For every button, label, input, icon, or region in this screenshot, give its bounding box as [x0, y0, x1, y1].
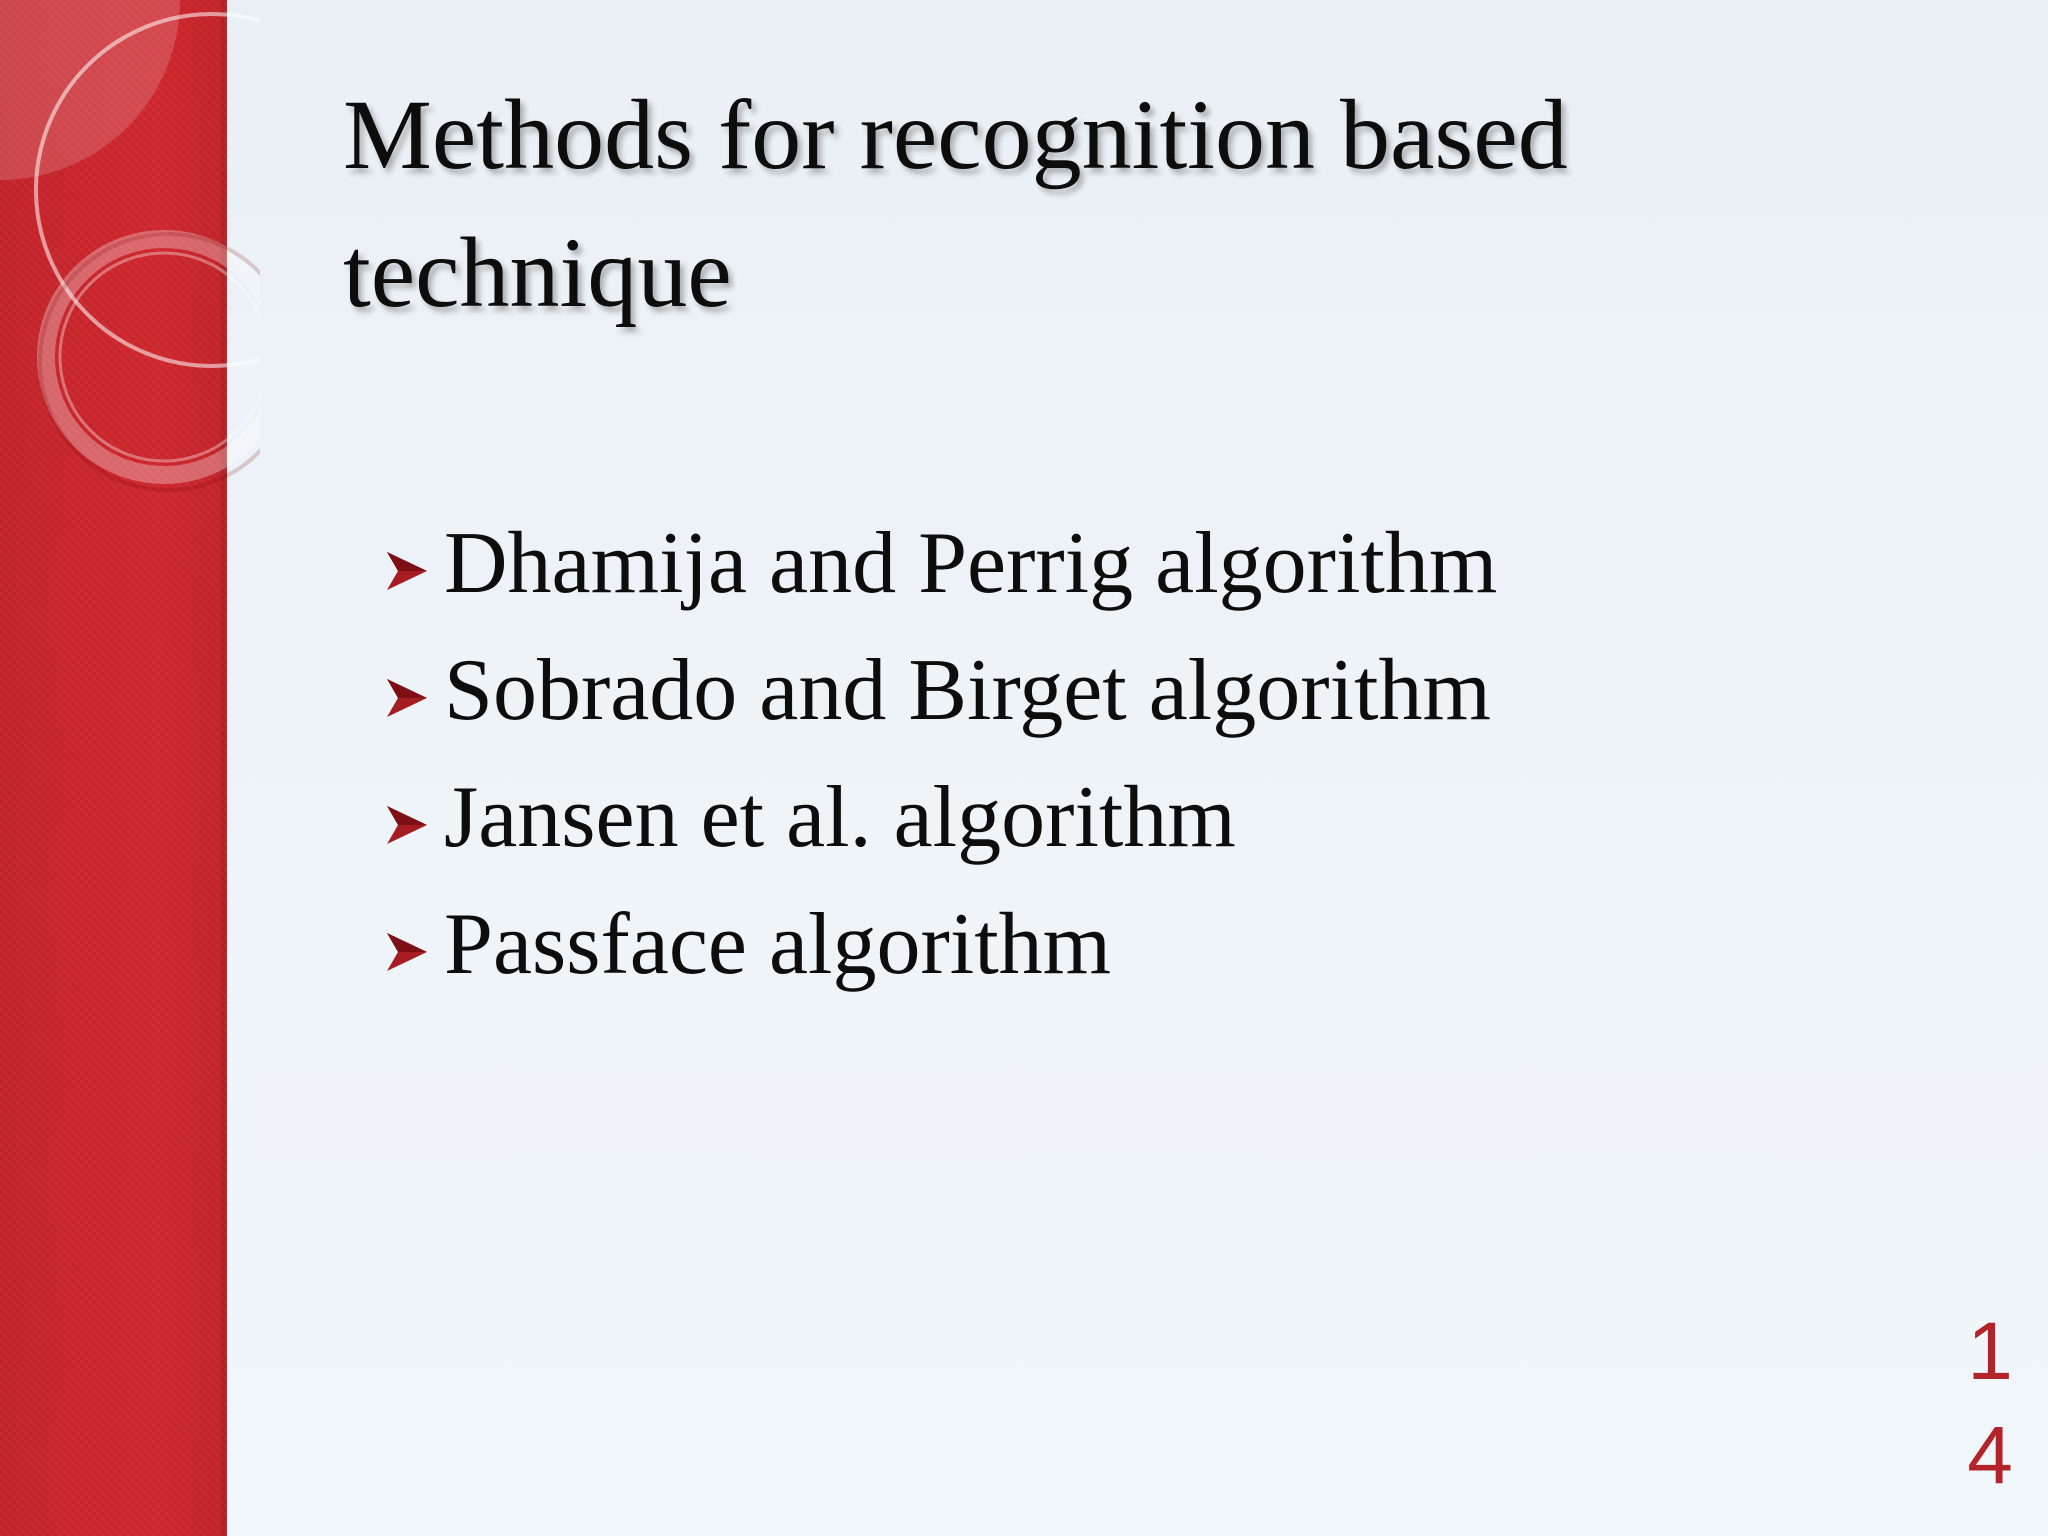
arrowhead-bullet-icon	[384, 802, 430, 848]
arrowhead-bullet-icon	[384, 548, 430, 594]
page-number-digit: 1	[1967, 1306, 2013, 1397]
slide-title: Methods for recognition based technique	[343, 79, 1568, 328]
page-number-digit: 4	[1967, 1410, 2013, 1501]
large-filled-circle	[0, 0, 180, 180]
bullet-item	[384, 881, 1497, 1008]
slide-page-number	[1960, 1300, 2020, 1508]
decorative-circles	[0, 0, 260, 520]
bullet-item	[384, 627, 1497, 754]
bullet-text: Jansen et al. algorithm	[444, 768, 1236, 866]
bullet-item	[384, 500, 1497, 627]
bullet-item	[384, 754, 1497, 881]
bullet-text: Sobrado and Birget algorithm	[444, 641, 1491, 739]
arrowhead-bullet-icon	[384, 675, 430, 721]
arrowhead-bullet-icon	[384, 929, 430, 975]
bullet-text: Passface algorithm	[444, 895, 1112, 993]
bullet-text: Dhamija and Perrig algorithm	[444, 514, 1498, 612]
bullet-list	[384, 500, 1497, 1008]
